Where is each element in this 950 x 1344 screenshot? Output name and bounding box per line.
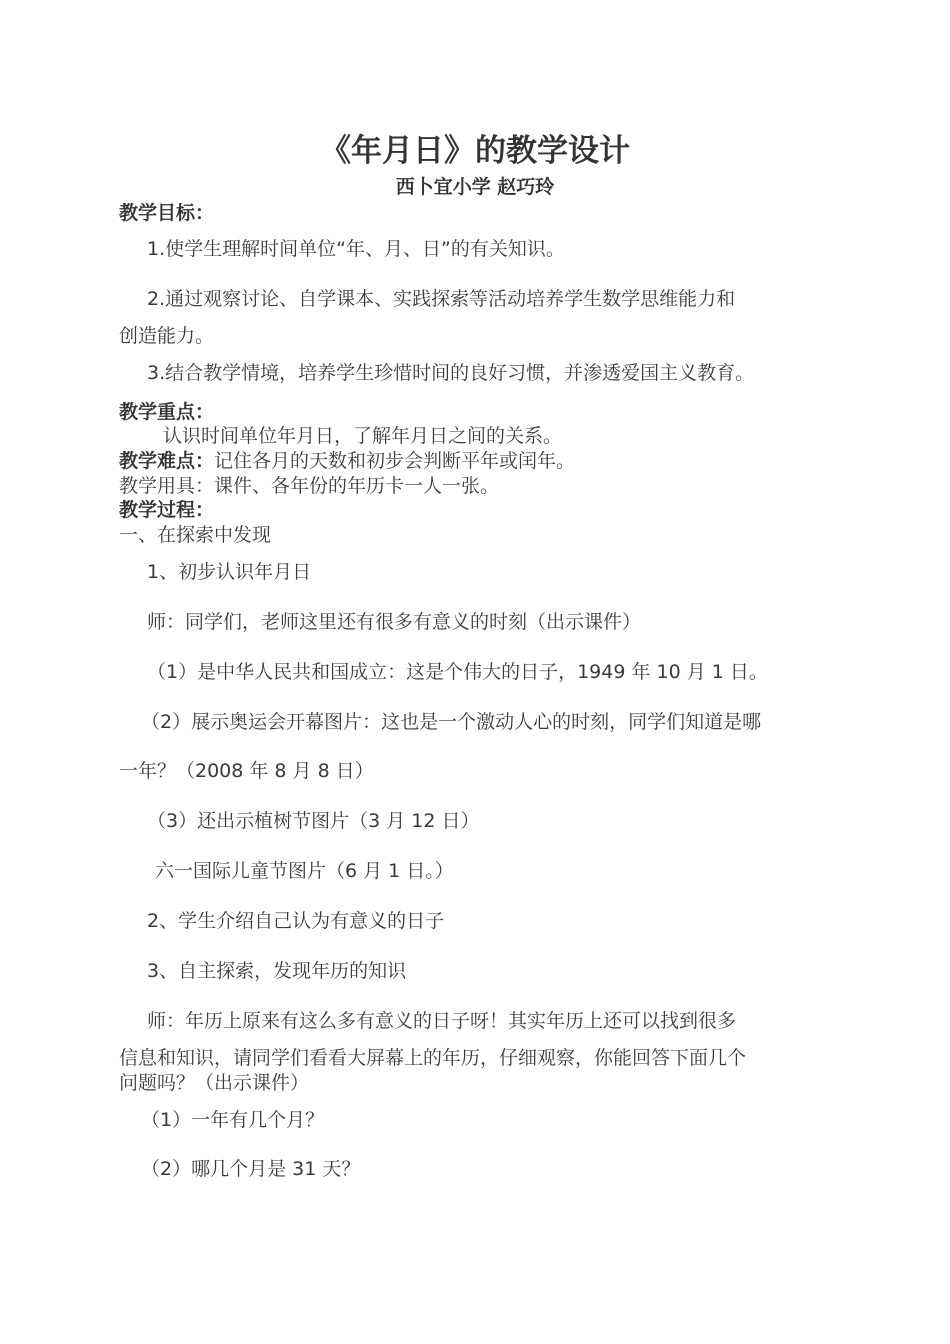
objective-item-1: 1.使学生理解时间单位“年、月、日”的有关知识。 (147, 238, 565, 260)
difficulties-label: 教学难点： (119, 450, 215, 472)
question-2: （2）哪几个月是 31 天？ (141, 1158, 361, 1180)
teacher-line-2a: 师：年历上原来有这么多有意义的日子呀！其实年历上还可以找到很多 (147, 1010, 737, 1032)
process-section-1: 一、在探索中发现 (119, 524, 272, 546)
objective-item-3: 3.结合教学情境，培养学生珍惜时间的良好习惯，并渗透爱国主义教育。 (147, 362, 755, 384)
process-item-2-line-2: 一年？（2008 年 8 月 8 日） (119, 760, 374, 782)
process-item-2-line-1: （2）展示奥运会开幕图片：这也是一个激动人心的时刻，同学们知道是哪 (141, 711, 762, 733)
teacher-line-1: 师：同学们，老师这里还有很多有意义的时刻（出示课件） (147, 611, 642, 633)
process-heading: 教学过程： (119, 499, 215, 521)
process-step-2: 2、学生介绍自己认为有意义的日子 (147, 910, 445, 932)
key-points-text: 认识时间单位年月日，了解年月日之间的关系。 (163, 425, 563, 447)
objectives-heading: 教学目标： (119, 202, 215, 224)
key-points-heading: 教学重点： (119, 401, 215, 423)
question-1: （1）一年有几个月？ (141, 1109, 325, 1131)
process-step-1: 1、初步认识年月日 (147, 561, 312, 583)
process-item-3: （3）还出示植树节图片（3 月 12 日） (147, 810, 480, 832)
process-item-3b: 六一国际儿童节图片（6 月 1 日。） (155, 860, 454, 882)
difficulties-row (119, 449, 575, 473)
document-title: 《年月日》的教学设计 (320, 133, 630, 169)
objective-item-2-line-2: 创造能力。 (119, 325, 215, 347)
teacher-line-2c: 问题吗？（出示课件） (119, 1072, 310, 1094)
teacher-line-2b: 信息和知识，请同学们看看大屏幕上的年历，仔细观察，你能回答下面几个 (119, 1047, 747, 1069)
process-step-3: 3、自主探索，发现年历的知识 (147, 960, 407, 982)
objective-item-2-line-1: 2.通过观察讨论、自学课本、实践探索等活动培养学生数学思维能力和 (147, 288, 736, 310)
document-subtitle: 西卜宜小学 赵巧玲 (395, 176, 555, 198)
process-item-1: （1）是中华人民共和国成立：这是个伟大的日子，1949 年 10 月 1 日。 (147, 661, 768, 683)
tools-text: 教学用具：课件、各年份的年历卡一人一张。 (119, 475, 500, 497)
difficulties-text: 记住各月的天数和初步会判断平年或闰年。 (214, 450, 576, 472)
